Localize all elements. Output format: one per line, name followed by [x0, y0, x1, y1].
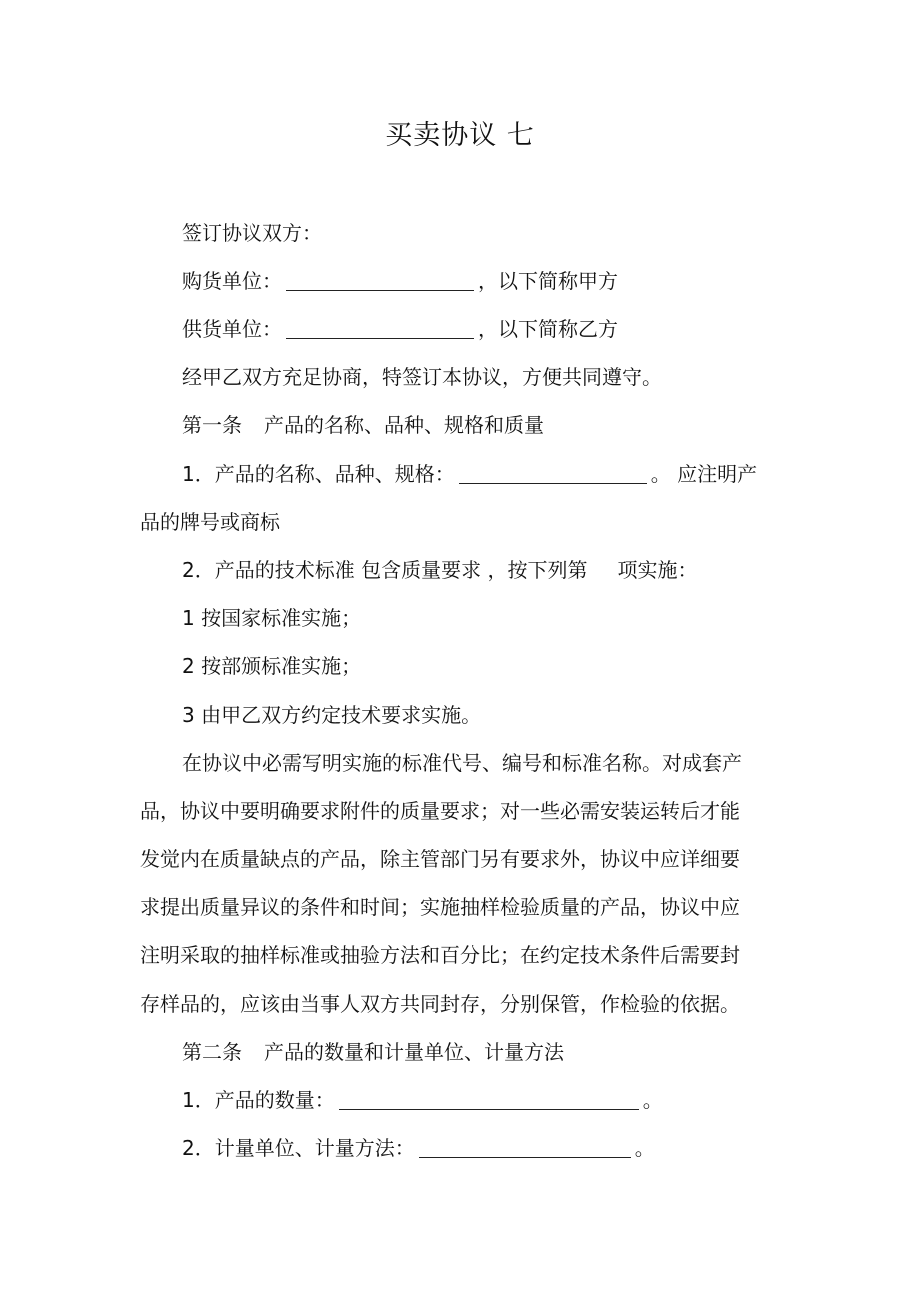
quality-paragraph-line: 品，协议中要明确要求附件的质量要求；对一些必需安装运转后才能: [140, 799, 740, 823]
article2-item2-suffix: 。: [634, 1136, 655, 1160]
standard-option-1: 1 按国家标准实施；: [182, 606, 362, 630]
document-title: 买卖协议 七: [385, 120, 535, 151]
standard-option-2: 2 按部颁标准实施；: [182, 654, 362, 678]
article2-item1-label: 1．产品的数量：: [182, 1088, 335, 1112]
seller-blank: [286, 318, 474, 339]
article2-item1-suffix: 。: [642, 1088, 663, 1112]
quality-paragraph-line: 注明采取的抽样标准或抽验方法和百分比；在约定技术条件后需要封: [140, 943, 740, 967]
article1-heading: [182, 410, 802, 440]
article2-item1: [182, 1085, 802, 1115]
article1-item1-label: 1．产品的名称、品种、规格：: [182, 462, 455, 486]
buyer-suffix: ，以下简称甲方: [478, 269, 618, 293]
article1-item1-continued: 品的牌号或商标: [140, 510, 280, 534]
quality-paragraph-line: 发觉内在质量缺点的产品，除主管部门另有要求外，协议中应详细要: [140, 847, 740, 871]
unit-method-blank: [419, 1137, 631, 1158]
buyer-blank: [286, 270, 474, 291]
quality-paragraph-line: 存样品的，应该由当事人双方共同封存，分别保管，作检验的依据。: [140, 992, 740, 1016]
seller-suffix: ，以下简称乙方: [478, 317, 618, 341]
quality-paragraph-line: 求提出质量异议的条件和时间；实施抽样检验质量的产品，协议中应: [140, 895, 740, 919]
seller-line: [182, 314, 802, 344]
article2-heading: [182, 1037, 802, 1067]
seller-label: 供货单位：: [182, 317, 282, 341]
quality-paragraph-line: 在协议中必需写明实施的标准代号、编号和标准名称。对成套产: [182, 751, 742, 775]
article2-number: 第二条: [182, 1040, 242, 1064]
standard-option-3: 3 由甲乙双方约定技术要求实施。: [182, 703, 482, 727]
article2-item2-label: 2．计量单位、计量方法：: [182, 1136, 415, 1160]
article1-number: 第一条: [182, 413, 242, 437]
article1-item1-suffix: 。 应注明产: [650, 462, 758, 486]
article1-title: 产品的名称、品种、规格和质量: [264, 413, 544, 437]
article2-item2: [182, 1133, 802, 1163]
parties-label: 签订协议双方：: [182, 221, 322, 245]
article2-title: 产品的数量和计量单位、计量方法: [264, 1040, 564, 1064]
article1-item1: [182, 459, 802, 489]
article1-item2-end: 项实施：: [617, 558, 698, 582]
product-name-blank: [459, 463, 647, 484]
quantity-blank: [339, 1089, 639, 1110]
buyer-label: 购货单位：: [182, 269, 282, 293]
intro-text: 经甲乙双方充足协商，特签订本协议，方便共同遵守。: [182, 365, 662, 389]
buyer-line: [182, 266, 802, 296]
article1-item2: [182, 555, 802, 585]
article1-item2-text: 2．产品的技术标准 包含质量要求 ，按下列第: [182, 558, 588, 582]
